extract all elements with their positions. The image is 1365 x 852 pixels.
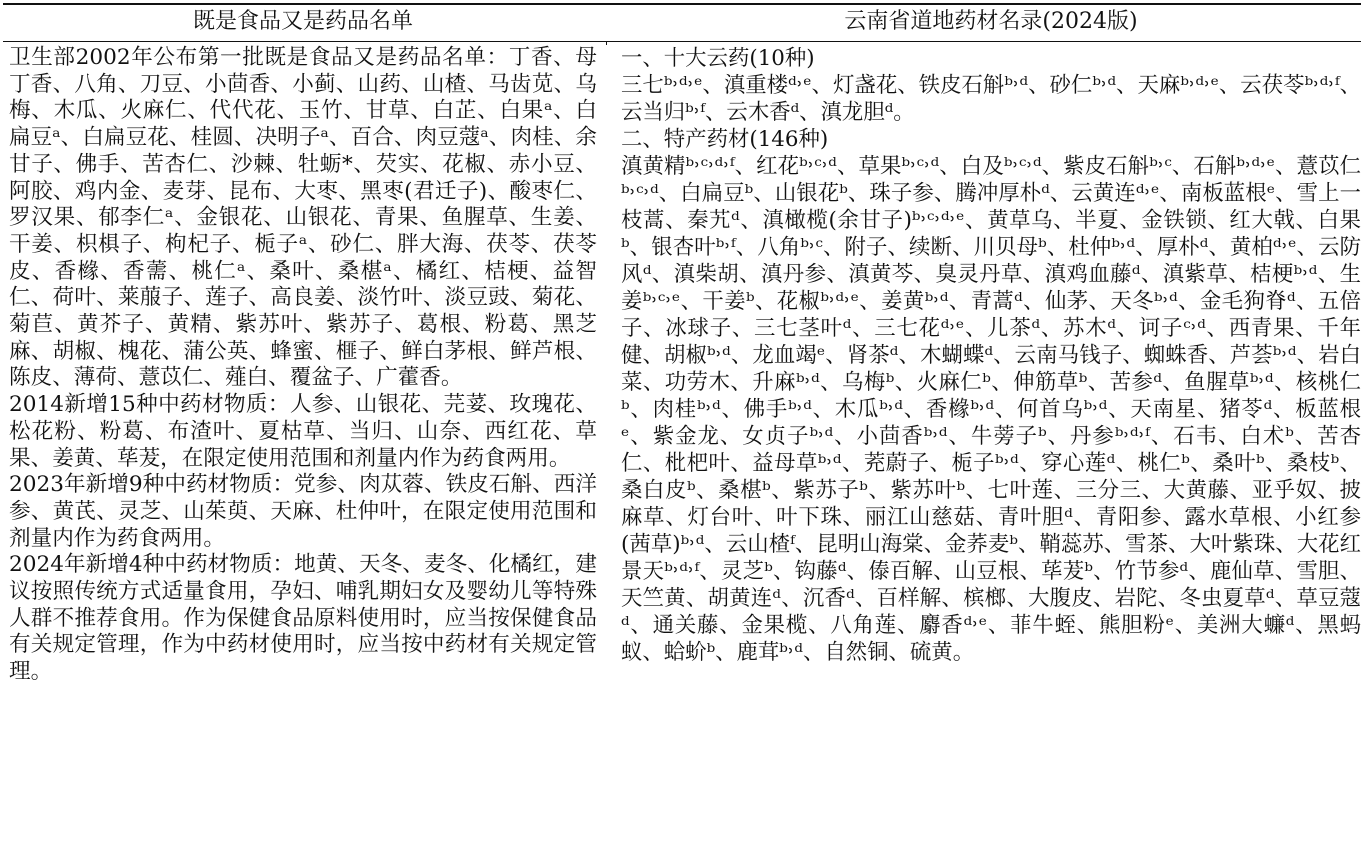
left-column xyxy=(9,3,597,685)
paragraph-2024-additions: 2024年新增4种中药材物质：地黄、天冬、麦冬、化橘红，建议按照传统方式适量食用，孕妇、哺乳期妇女及婴幼儿等特殊人群不推荐食用。作为保健食品原料使用时，应当按保健食品有关规定管理，作为中药材使用时，应当按中药材有关规定管理。 xyxy=(9,552,597,685)
specialty-list: 滇黄精ᵇ˒ᶜ˒ᵈ˒ᶠ、红花ᵇ˒ᶜ˒ᵈ、草果ᵇ˒ᶜ˒ᵈ、白及ᵇ˒ᶜ˒ᵈ、紫皮石斛ᵇ˒ᶜ、石斛ᵇ˒ᵈ˒ᵉ、薏苡仁ᵇ˒ᶜ˒ᵈ、白扁豆ᵇ、山银花ᵇ、珠子参、腾冲厚朴ᵈ、云黄连ᵈ˒ᵉ、南板蓝根ᵉ、雪上一枝蒿、秦艽ᵈ、滇橄榄(余甘子)ᵇ˒ᶜ˒ᵈ˒ᵉ、黄草乌、半夏、金铁锁、红大戟、白果ᵇ、银杏叶ᵇ˒ᶠ、八角ᵇ˒ᶜ、附子、续断、川贝母ᵇ、杜仲ᵇ˒ᵈ、厚朴ᵈ、黄柏ᵈ˒ᵉ、云防风ᵈ、滇柴胡、滇丹参、滇黄芩、臭灵丹草、滇鸡血藤ᵈ、滇紫草、桔梗ᵇ˒ᵈ、生姜ᵇ˒ᶜ˒ᵉ、干姜ᵇ、花椒ᵇ˒ᵈ˒ᵉ、姜黄ᵇ˒ᵈ、青蒿ᵈ、仙茅、天冬ᵇ˒ᵈ、金毛狗脊ᵈ、五倍子、冰球子、三七茎叶ᵈ、三七花ᵈ˒ᵉ、儿茶ᵈ、苏木ᵈ、诃子ᶜ˒ᵈ、西青果、千年健、胡椒ᵇ˒ᵈ、龙血竭ᵉ、肾茶ᵈ、木蝴蝶ᵈ、云南马钱子、蜘蛛香、芦荟ᵇ˒ᵈ、岩白菜、功劳木、升麻ᵇ˒ᵈ、乌梅ᵇ、火麻仁ᵇ、伸筋草ᵇ、苦参ᵈ、鱼腥草ᵇ˒ᵈ、核桃仁ᵇ、肉桂ᵇ˒ᵈ、佛手ᵇ˒ᵈ、木瓜ᵇ˒ᵈ、香橼ᵇ˒ᵈ、何首乌ᵇ˒ᵈ、天南星、猪苓ᵈ、板蓝根ᵉ、紫金龙、女贞子ᵇ˒ᵈ、小茴香ᵇ˒ᵈ、牛蒡子ᵇ、丹参ᵇ˒ᵈ˒ᶠ、石韦、白术ᵇ、苦杏仁、枇杷叶、益母草ᵇ˒ᵈ、茺蔚子、栀子ᵇ˒ᵈ、穿心莲ᵈ、桃仁ᵇ、桑叶ᵇ、桑枝ᵇ、桑白皮ᵇ、桑椹ᵇ、紫苏子ᵇ、紫苏叶ᵇ、七叶莲、三分三、大黄藤、亚乎奴、披麻草、灯台叶、叶下珠、丽江山慈菇、青叶胆ᵈ、青阳参、露水草根、小红参(茜草)ᵇ˒ᵈ、云山楂ᶠ、昆明山海棠、金荞麦ᵇ、鞘蕊苏、雪茶、大叶紫珠、大花红景天ᵇ˒ᵈ˒ᶠ、灵芝ᵇ、钩藤ᵈ、傣百解、山豆根、荜茇ᵇ、竹节参ᵈ、鹿仙草、雪胆、天竺黄、胡黄连ᵈ、沉香ᵈ、百样解、槟榔、大腹皮、岩陀、冬虫夏草ᵈ、草豆蔻ᵈ、通关藤、金果榄、八角莲、麝香ᵈ˒ᵉ、菲牛蛭、熊胆粉ᵉ、美洲大蠊ᵈ、黑蚂蚁、蛤蚧ᵇ、鹿茸ᵇ˒ᵈ、自然铜、硫黄。 xyxy=(621,154,1361,665)
section-heading-top-ten: 一、十大云药(10种) xyxy=(621,46,815,71)
section-heading-specialty: 二、特产药材(146种) xyxy=(621,127,829,152)
paragraph-2014-additions: 2014新增15种中药材物质：人参、山银花、芫荽、玫瑰花、松花粉、粉葛、布渣叶、夏枯草、当归、山奈、西红花、草果、姜黄、荜茇，在限定使用范围和剂量内作为药食两用。 xyxy=(9,392,597,471)
paragraph-2002-list: 卫生部2002年公布第一批既是食品又是药品名单：丁香、母丁香、八角、刀豆、小茴香、小蓟、山药、山楂、马齿苋、乌梅、木瓜、火麻仁、代代花、玉竹、甘草、白芷、白果ᵃ、白扁豆ᵃ、白扁豆花、桂圆、决明子ᵃ、百合、肉豆蔻ᵃ、肉桂、余甘子、佛手、苦杏仁、沙棘、牡蛎*、芡实、花椒、赤小豆、阿胶、鸡内金、麦芽、昆布、大枣、黑枣(君迁子)、酸枣仁、罗汉果、郁李仁ᵃ、金银花、山银花、青果、鱼腥草、生姜、干姜、枳椇子、枸杞子、栀子ᵃ、砂仁、胖大海、茯苓、茯苓皮、香橼、香薷、桃仁ᵃ、桑叶、桑椹ᵃ、橘红、桔梗、益智仁、荷叶、莱菔子、莲子、高良姜、淡竹叶、淡豆豉、菊花、菊苣、黄芥子、黄精、紫苏叶、紫苏子、葛根、粉葛、黑芝麻、胡椒、槐花、蒲公英、蜂蜜、榧子、鲜白茅根、鲜芦根、陈皮、薄荷、薏苡仁、薤白、覆盆子、广藿香。 xyxy=(9,45,597,391)
left-column-body xyxy=(9,45,597,686)
right-column xyxy=(621,3,1361,665)
column-divider xyxy=(606,41,607,45)
right-column-body xyxy=(621,45,1361,666)
top-ten-list: 三七ᵇ˒ᵈ˒ᵉ、滇重楼ᵈ˒ᵉ、灯盏花、铁皮石斛ᵇ˒ᵈ、砂仁ᵇ˒ᵈ、天麻ᵇ˒ᵈ˒ᵉ、云茯苓ᵇ˒ᵈ˒ᶠ、云当归ᵇ˒ᶠ、云木香ᵈ、滇龙胆ᵈ。 xyxy=(621,73,1361,125)
left-column-header: 既是食品又是药品名单 xyxy=(192,9,413,34)
right-column-header: 云南省道地药材名录(2024版) xyxy=(844,9,1138,34)
paragraph-2023-additions: 2023年新增9种中药材物质：党参、肉苁蓉、铁皮石斛、西洋参、黄芪、灵芝、山茱萸、天麻、杜仲叶，在限定使用范围和剂量内作为药食两用。 xyxy=(9,472,597,551)
header-rule xyxy=(3,41,1361,42)
comparison-table xyxy=(3,3,1361,849)
